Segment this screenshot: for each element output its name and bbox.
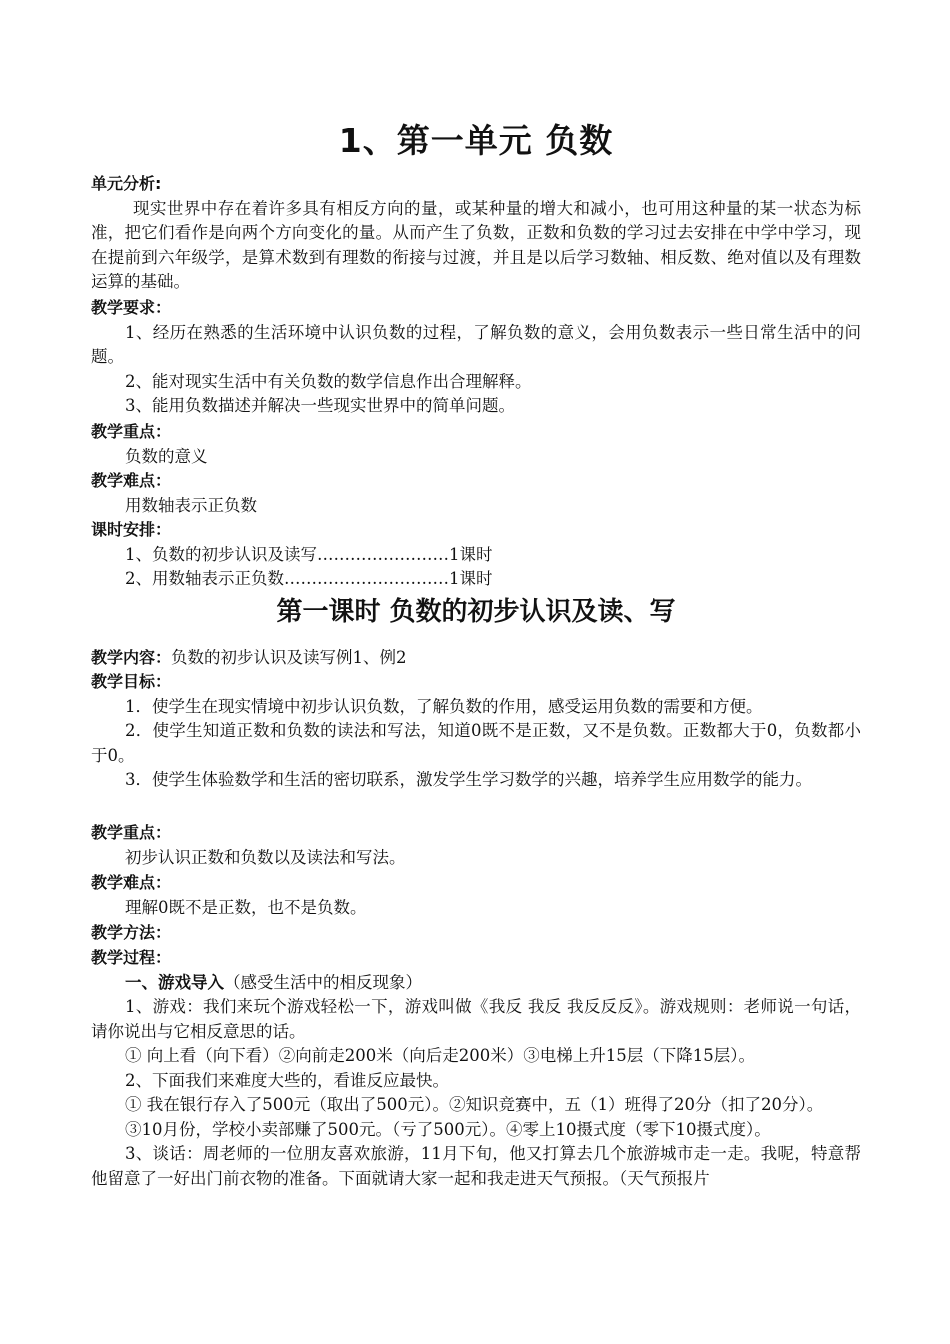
process-paragraph: 3、谈话：周老师的一位朋友喜欢旅游，11月下旬，他又打算去几个旅游城市走一走。我呢，特意帮他留意了一好出门前衣物的准备。下面就请大家一起和我走进天气预报。（天气预报片: [91, 1144, 861, 1188]
schedule-item: 1、负数的初步认识及读写……………………1课时: [125, 544, 493, 564]
key-point-text: 负数的意义: [125, 446, 208, 466]
process-paragraph: ③10月份，学校小卖部赚了500元。（亏了500元）。④零上10摄式度（零下10摄式度）。: [125, 1119, 771, 1139]
difficulty-section: [91, 469, 861, 518]
unit-analysis-section: [91, 172, 861, 295]
schedule-section: [91, 518, 861, 592]
requirements-section: [91, 296, 861, 419]
schedule-item: 2、用数轴表示正负数…………………………1课时: [125, 569, 493, 588]
requirements-label: 教学要求：: [91, 298, 172, 317]
lesson-content-label: 教学内容：: [91, 648, 172, 667]
key-point-section: [91, 420, 861, 469]
process-paragraph: 2、下面我们来难度大些的，看谁反应最快。: [125, 1070, 449, 1090]
lesson-title: 第一课时 负数的初步认识及读、写: [276, 597, 676, 627]
lesson-content-section: [91, 646, 861, 671]
lesson-content-text: 负数的初步认识及读写例1、例2: [171, 648, 407, 667]
game-intro-heading: 一、游戏导入: [125, 972, 224, 992]
requirement-item: 2、能对现实生活中有关负数的数学信息作出合理解释。: [125, 371, 532, 391]
lesson-difficulty-section: [91, 871, 861, 920]
method-label: 教学方法：: [91, 923, 172, 942]
game-intro-note: （感受生活中的相反现象）: [224, 972, 422, 992]
method-section: [91, 921, 861, 946]
lesson-key-text: 初步认识正数和负数以及读法和写法。: [125, 847, 406, 867]
process-paragraph: 1、游戏：我们来玩个游戏轻松一下，游戏叫做《我反 我反 我反反反》。游戏规则：老师说一句话，请你说出与它相反意思的话。: [91, 997, 861, 1041]
lesson-key-label: 教学重点：: [91, 823, 172, 842]
goals-section: [91, 670, 861, 793]
difficulty-label: 教学难点：: [91, 471, 172, 490]
process-section: [91, 946, 861, 1191]
goal-item: 3．使学生体验数学和生活的密切联系，激发学生学习数学的兴趣，培养学生应用数学的能力。: [125, 770, 812, 789]
lesson-difficulty-text: 理解0既不是正数，也不是负数。: [125, 897, 367, 917]
key-point-label: 教学重点：: [91, 422, 172, 441]
lesson-difficulty-label: 教学难点：: [91, 873, 172, 892]
unit-analysis-label: 单元分析:: [91, 174, 162, 193]
lesson-key-section: [91, 821, 861, 870]
requirement-item: 3、能用负数描述并解决一些现实世界中的简单问题。: [125, 396, 515, 415]
unit-title: 1、第一单元 负数: [338, 121, 614, 160]
unit-analysis-text: 现实世界中存在着许多具有相反方向的量，或某种量的增大和减小，也可用这种量的某一状态为标准，把它们看作是向两个方向变化的量。从而产生了负数，正数和负数的学习过去安排在中学中学习，现在提前到六年级学，是算术数到有理数的衔接与过渡，并且是以后学习数轴、相反数、绝对值以及有理数运算的基础。: [91, 198, 861, 291]
goal-item: 1．使学生在现实情境中初步认识负数，了解负数的作用，感受运用负数的需要和方便。: [125, 696, 763, 716]
process-paragraph: ① 向上看（向下看）②向前走200米（向后走200米）③电梯上升15层（下降15层）。: [125, 1046, 755, 1065]
goals-label: 教学目标：: [91, 672, 172, 691]
requirement-item: 1、经历在熟悉的生活环境中认识负数的过程，了解负数的意义，会用负数表示一些日常生活中的问题。: [91, 322, 861, 366]
goal-item: 2．使学生知道正数和负数的读法和写法，知道0既不是正数，又不是负数。正数都大于0，负数都小于0。: [91, 721, 861, 765]
process-label: 教学过程：: [91, 948, 172, 967]
schedule-label: 课时安排：: [91, 520, 172, 539]
difficulty-text: 用数轴表示正负数: [125, 495, 257, 515]
process-paragraph: ① 我在银行存入了500元（取出了500元）。②知识竞赛中，五（1）班得了20分（扣了20分）。: [125, 1095, 824, 1114]
